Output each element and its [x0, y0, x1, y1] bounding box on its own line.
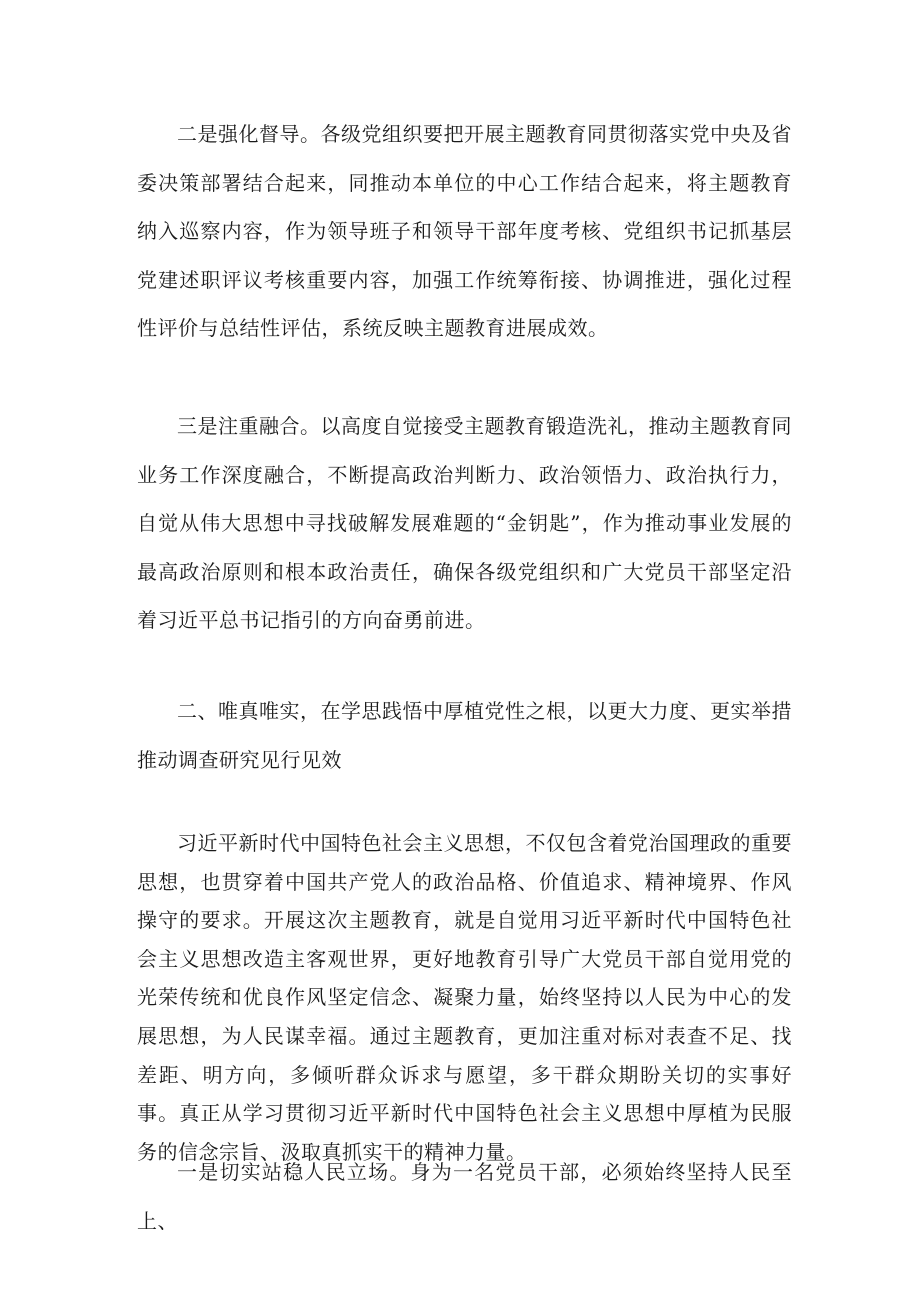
section-heading-two: 二、唯真唯实，在学思践悟中厚植党性之根，以更大力度、更实举措推动调查研究见行见效: [137, 699, 792, 772]
paragraph-strengthen-supervision: 二是强化督导。各级党组织要把开展主题教育同贯彻落实党中央及省委决策部署结合起来，同推动本单位的中心工作结合起来，将主题教育纳入巡察内容，作为领导班子和领导干部年度考核、党组织书记抓基层党建述职评议考核重要内容，加强工作统筹衔接、协调推进，强化过程性评价与总结性评估，系统反映主题教育进展成效。: [137, 122, 792, 340]
paragraph-thought-overview: 习近平新时代中国特色社会主义思想，不仅包含着党治国理政的重要思想，也贯穿着中国共产党人的政治品格、价值追求、精神境界、作风操守的要求。开展这次主题教育，就是自觉用习近平新时代中国特色社会主义思想改造主客观世界，更好地教育引导广大党员干部自觉用党的光荣传统和优良作风坚定信念、凝聚力量，始终坚持以人民为中心的发展思想，为人民谋幸福。通过主题教育，更加注重对标对表查不足、找差距、明方向，多倾听群众诉求与愿望，多干群众期盼关切的实事好事。真正从学习贯彻习近平新时代中国特色社会主义思想中厚植为民服务的信念宗旨、汲取真抓实干的精神力量。: [137, 831, 792, 1164]
paragraph-people-stance: 一是切实站稳人民立场。身为一名党员干部，必须始终坚持人民至上、: [137, 1160, 792, 1233]
paragraph-focus-integration: 三是注重融合。以高度自觉接受主题教育锻造洗礼，推动主题教育同业务工作深度融合，不断提高政治判断力、政治领悟力、政治执行力，自觉从伟大思想中寻找破解发展难题的“金钥匙”，作为推动事业发展的最高政治原则和根本政治责任，确保各级党组织和广大党员干部坚定沿着习近平总书记指引的方向奋勇前进。: [137, 414, 792, 632]
